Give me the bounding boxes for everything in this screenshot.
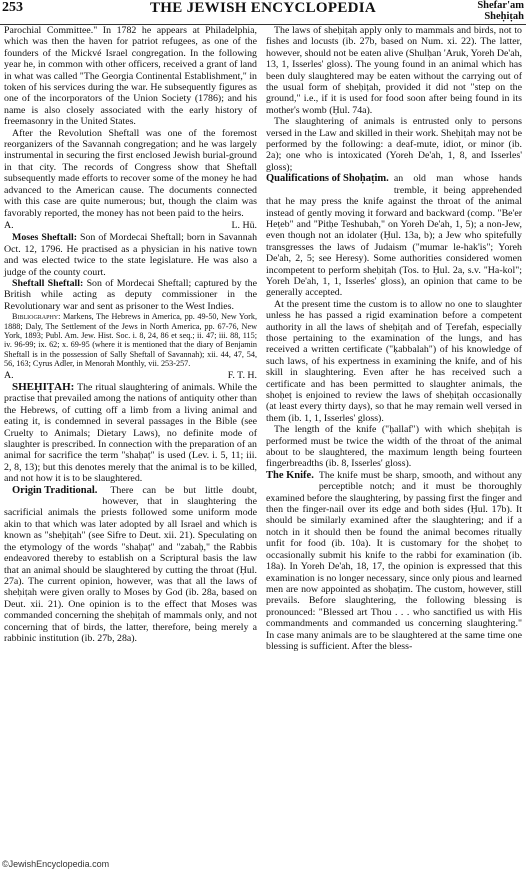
left-column [4,25,257,644]
paragraph-text: The knife must be sharp, smooth, and without any perceptible notch; and it must be thoroughly examined before the slaughtering, by passing first the finger and then the finger-nail over its edge and both sides (Ḥul. 17b). It should be similarly examined after the slaughtering; and if a notch in it should then be found the animal becomes ritually unfit for food (ib. 10a). It is customary for the shoḥeṭ to occasionally submit his knife to the rabbi for examination (ib. 18a). In Yoreh De'ah, 18, 17, the opinion is expressed that this examination is no longer necessary, since only pious and learned men are now appointed as shoḥaṭim. The custom, however, still prevails. Before slaughtering, the following blessing is pronounced: "Blessed art Thou . . . who sanctified us with His commandments and commanded us concerning slaughtering." In case many animals are to be slaughtered at the same time one blessing is sufficient. After the bless- [266,469,522,652]
paragraph: The length of the knife ("ḥallaf") with which sheḥiṭah is performed must be twice the width of the throat of the animal about to be slaughtered, the maximum length being fourteen fingerbreadths (ib. 8, Isserles' gloss). [266,424,522,470]
page-header [0,0,526,25]
entry-shehitah [4,382,257,485]
entry-title: Moses Sheftall: [12,232,77,244]
bibliography [4,312,257,368]
entry-text: Son of Mordecai Sheftall; captured by the British while acting as deputy commissioner in the Revolutionary war and sent as prisoner to the West Indies. [4,277,257,312]
signature-right: L. Hü. [231,219,257,231]
side-heading: Origin Traditional. [12,484,98,496]
running-title-line2: Sheḥiṭah [484,11,524,22]
entry-title: Sheftall Sheftall: [12,277,84,289]
entry-sheftall-sheftall [4,278,257,312]
bibliography-label: Bibliography: [12,312,61,322]
paragraph [4,485,257,645]
page-number: 253 [2,0,23,15]
signature-line [4,370,257,381]
paragraph: The slaughtering of animals is entrusted only to persons versed in the Law and skilled in their work. Sheḥiṭah may not be performed by the following: a deaf-mute, idiot, or minor (ib. 2a); one who is intoxicated (Yoreh De'ah, 1, 8, and Isserles' gloss); [266,116,522,173]
journal-title: THE JEWISH ENCYCLOPEDIA [149,0,377,16]
side-heading: The Knife. [266,469,314,481]
side-heading: Qualifications of Shoḥaṭim. [266,173,389,185]
copyright-footer: ©JewishEncyclopedia.com [2,859,110,869]
paragraph: At the present time the custom is to allow no one to slaughter unless he has passed a rigid examination before a competent authority in all the laws of sheḥiṭah and of Ṭerefah, especially those pertaining to the examination of the lungs, and has received a written certificate ("ḳabbalah") of his knowledge of such laws, of his expertness in examining the knife, and of his skill in slaughtering. Even after he has received such a certificate and has been permitted to slaughter animals, the shoḥeṭ is enjoined to review the laws of sheḥiṭah occasionally (at least every thirty days), so that he may remain well versed in them (ib. 1, 1, Isserles' gloss). [266,298,522,424]
paragraph-text: There can be but little doubt, however, that in slaughtering the sacrificial animals the priests followed some uniform mode akin to that which was later adopted by all Israel and which is known as "sheḥiṭah" (see Sifre to Deut. xii. 21). Speculating on the etymology of the words "shaḥaṭ" and "zabaḥ," the Rabbis endeavored thereby to establish on a Scriptural basis the law that an animal should be slaughtered by cutting the throat (Ḥul. 27a). The current opinion, however, was that all the laws of sheḥiṭah were given orally to Moses by God (ib. 28a, based on Deut. xii. 21). One opinion is to the effect that Moses was commanded concerning the sheḥiṭah of mammals only, and not concerning that of birds, the latter, therefore, being merely a rabbinic institution (ib. 27b, 28a). [4,484,257,644]
entry-text: The ritual slaughtering of animals. While the practise that prevailed among the nations of antiquity other than the Hebrews, of cutting off a limb from a living animal and eating it, is condemned in several passages in the Bible (see Cruelty to Animals; Dietary Laws), no definite mode of slaughter is prescribed. In connection with the preparation of an animal for sacrifice the term "shaḥaṭ" is used (Lev. i. 5, 11; iii. 2, 8, 13); but this denotes merely that the animal is to be killed, and not how it is to be slaughtered. [4,382,257,485]
running-title [477,0,524,22]
right-column [266,25,522,652]
paragraph: The laws of sheḥiṭah apply only to mammals and birds, not to fishes and locusts (ib. 27b, based on Num. xi. 22). The latter, however, should not be eaten alive (Shulḥan 'Aruk, Yoreh De'ah, 13, 1, Isserles' gloss). The young found in an animal which has been duly slaughtered may be eaten without the carrying out of the usual form of sheḥiṭah, provided it did not "step on the ground," i.e., if it is used for food soon after being found in its mother's womb (Ḥul. 74a). [266,25,522,116]
entry-text: Son of Mordecai Sheftall; born in Savannah Oct. 12, 1796. He practised as a physician in his native town and was elected twice to the state legislature. He was also a judge of the county court. [4,232,258,278]
paragraph-text: an old man whose hands tremble, it being apprehended that he may press the knife against the throat of the animal instead of gently moving it forward and backward (comp. "Be'er Heṭeb" and "Pitḥe Teshubah," on Yoreh De'ah, 1, 5); a non-Jew, even though not an idolater (Ḥul. 13a, b); a Jew who spitefully transgresses the laws of Judaism ("mumar le-hak'is"; Yoreh De'ah, 2, 5; see Heresy). Some authorities considered women incompetent to perform sheḥiṭah (Tos. to Ḥul. 2a, s.v. "Ha-kol"; Yoreh De'ah, 1, 1, Isserles' gloss), an opinion that came to be generally accepted. [266,173,522,299]
signature-line [4,220,257,231]
signature-right: F. T. H. [227,369,257,381]
paragraph: Parochial Committee." In 1782 he appears at Philadelphia, which was then the haven for patriot refugees, as one of the founders of the Mickvé Israel congregation. In the following year he, in common with other officers, received a grant of land in what was called "The Georgia Continental Establishment," in token of his services during the war. He subsequently figures as one of the incorporators of the Union Society (1786); and his name is also closely associated with the early history of freemasonry in the United States. [4,25,257,128]
signature-left: A. [4,219,14,231]
bibliography-text: Markens, The Hebrews in America, pp. 49-50, New York, 1888; Daly, The Settlement of the Jews in North America, pp. 67-76, New York, 1893; Publ. Am. Jew. Hist. Soc. i. 8, 24, 86 et seq.; ii. 47; iii. 88, 115; iv. 96-99; ix. 62; x. 69-95 (where it is mentioned that the diary of Benjamin Sheftall is in the possession of Sally Sheftall of Savannah); xii. 44, 47, 54, 56, 163; Cyrus Adler, in Menorah Monthly, vii. 253-257. [4,312,257,369]
paragraph: After the Revolution Sheftall was one of the foremost reorganizers of the Savannah congregation; and he was largely instrumental in securing the first enclosed Jewish burial-ground in that city. The records of Congress show that Sheftall subsequently made efforts to recover some of the money he had advanced to the American cause. The documents connected with this case are quite numerous; but, though the claim was favorably reported, the money has not been paid to the heirs. [4,127,257,219]
entry-title: SHEḤIṬAH: [12,381,75,393]
paragraph [266,173,522,298]
paragraph [266,470,522,653]
entry-moses-sheftall [4,232,257,278]
running-title-line1: Shefar'am [477,0,524,11]
signature-left: A. [4,369,14,381]
